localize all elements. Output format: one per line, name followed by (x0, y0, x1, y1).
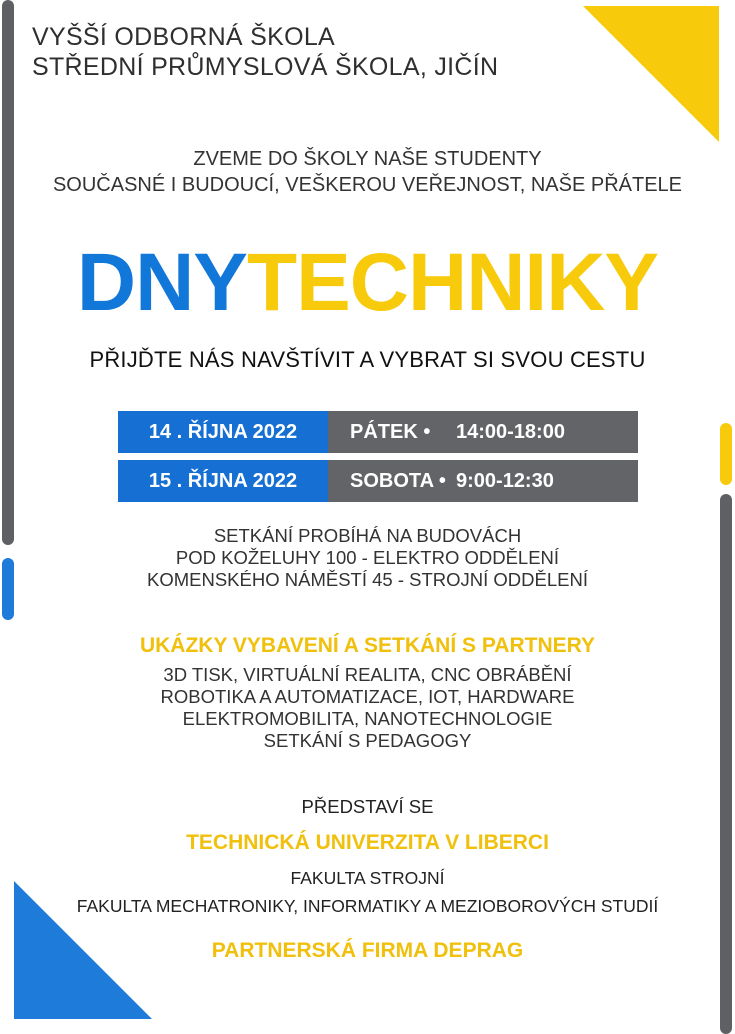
presenting-label: PŘEDSTAVÍ SE (301, 796, 434, 817)
showcase-heading: UKÁZKY VYBAVENÍ A SETKÁNÍ S PARTNERY (139, 634, 596, 657)
schedule-date: 14 . ŘÍJNA 2022 (118, 411, 328, 453)
event-title-part1: DNY (76, 237, 247, 328)
school-name (32, 22, 498, 82)
school-name-line2: STŘEDNÍ PRŮMYSLOVÁ ŠKOLA, JIČÍN (32, 53, 499, 81)
list-item: SETKÁNÍ S PEDAGOGY (263, 730, 472, 751)
schedule-row (118, 411, 638, 453)
venue-info (0, 525, 735, 591)
invitation (0, 146, 735, 198)
venue-line3: KOMENSKÉHO NÁMĚSTÍ 45 - STROJNÍ ODDĚLENÍ (147, 569, 588, 590)
schedule-day: PÁTEK • (350, 421, 431, 443)
invitation-line1: ZVEME DO ŠKOLY NAŠE STUDENTY (193, 148, 542, 170)
event-subtitle: PŘIJĎTE NÁS NAVŠTÍVIT A VYBRAT SI SVOU CESTU (89, 347, 646, 372)
invitation-line2: SOUČASNÉ I BUDOUCÍ, VEŠKEROU VEŘEJNOST, NAŠE PŘÁTELE (52, 174, 683, 196)
schedule-time: 14:00-18:00 (456, 421, 565, 443)
schedule-day-time (328, 411, 638, 453)
school-name-line1: VYŠŠÍ ODBORNÁ ŠKOLA (32, 23, 336, 51)
venue-line2: POD KOŽELUHY 100 - ELEKTRO ODDĚLENÍ (175, 547, 560, 568)
list-item: ROBOTIKA A AUTOMATIZACE, IOT, HARDWARE (160, 686, 575, 707)
schedule-row (118, 460, 638, 502)
list-item: 3D TISK, VIRTUÁLNÍ REALITA, CNC OBRÁBĚNÍ (163, 664, 572, 685)
partner-company: PARTNERSKÁ FIRMA DEPRAG (211, 939, 524, 962)
schedule-day: SOBOTA • (350, 470, 446, 492)
schedule-day-time (328, 460, 638, 502)
faculty-line1: FAKULTA STROJNÍ (290, 868, 445, 888)
showcase-list (0, 664, 735, 752)
schedule-time: 9:00-12:30 (456, 470, 554, 492)
venue-line1: SETKÁNÍ PROBÍHÁ NA BUDOVÁCH (213, 525, 522, 546)
faculty-line2: FAKULTA MECHATRONIKY, INFORMATIKY A MEZIOBOROVÝCH STUDIÍ (76, 896, 659, 916)
schedule-date: 15 . ŘÍJNA 2022 (118, 460, 328, 502)
list-item: ELEKTROMOBILITA, NANOTECHNOLOGIE (182, 708, 553, 729)
yellow-corner-triangle (583, 6, 719, 142)
event-title (0, 238, 735, 328)
right-yellow-bar (720, 423, 732, 485)
university-name: TECHNICKÁ UNIVERZITA V LIBERCI (186, 831, 549, 854)
event-title-part2: TECHNIKY (247, 237, 659, 328)
